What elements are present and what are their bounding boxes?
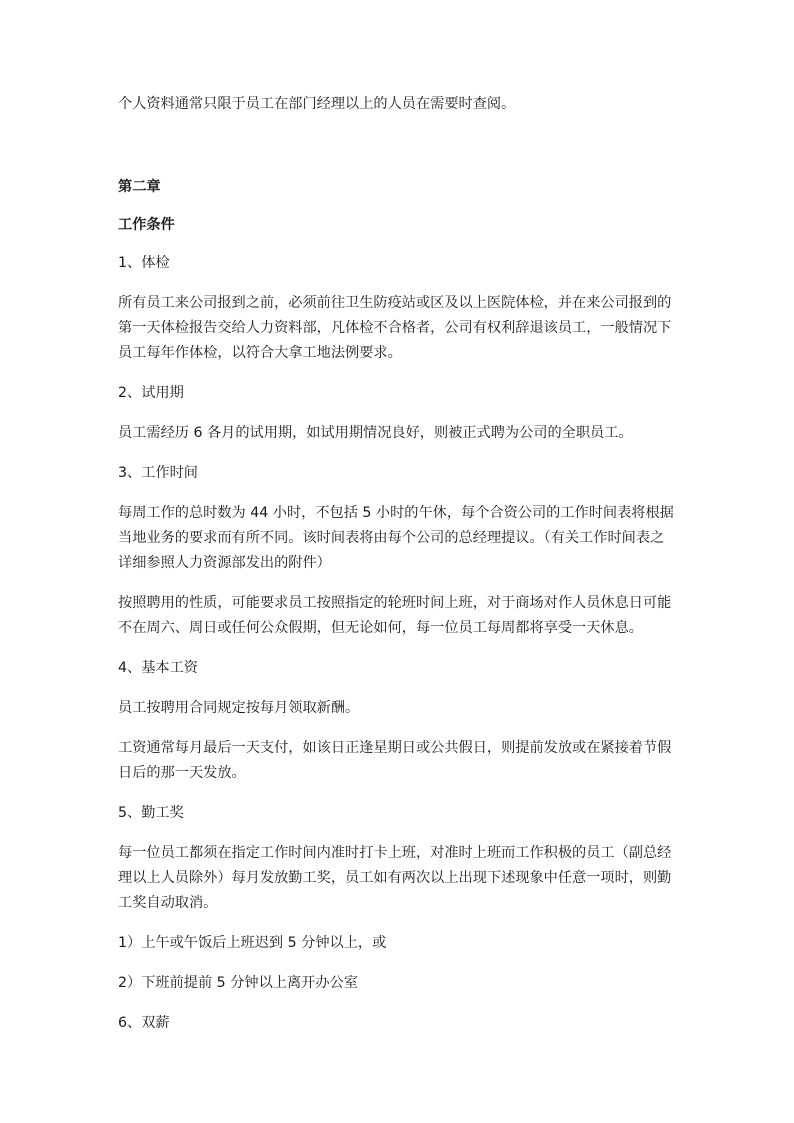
section-6-title: 6、双薪 — [118, 1015, 170, 1031]
section-5-title: 5、勤工奖 — [118, 805, 184, 821]
chapter-heading: 第二章 — [118, 179, 161, 195]
section-3-paragraph-2: 按照聘用的性质，可能要求员工按照指定的轮班时间上班，对于商场对作人员休息日可能不在周六、周日或任何公众假期，但无论如何，每一位员工每周都将享受一天休息。 — [118, 595, 672, 636]
section-5-item-1: 1）上午或午饭后上班迟到 5 分钟以上，或 — [118, 935, 387, 951]
section-4-paragraph-1: 员工按聘用合同规定按每月领取新酬。 — [118, 700, 360, 716]
section-3-title: 3、工作时间 — [118, 465, 198, 481]
chapter-title: 工作条件 — [118, 217, 175, 233]
section-2-title: 2、试用期 — [118, 385, 184, 401]
section-4-title: 4、基本工资 — [118, 660, 198, 676]
section-1-title: 1、体检 — [118, 255, 170, 271]
intro-paragraph: 个人资料通常只限于员工在部门经理以上的人员在需要时查阅。 — [118, 96, 516, 112]
section-5-item-2: 2）下班前提前 5 分钟以上离开办公室 — [118, 975, 358, 991]
section-5-paragraph: 每一位员工都须在指定工作时间内准时打卡上班，对准时上班而工作积极的员工（副总经理以上人员除外）每月发放勤工奖，员工如有两次以上出现下述现象中任意一项时，则勤工奖自动取消。 — [118, 845, 672, 911]
section-3-paragraph-1: 每周工作的总时数为 44 小时，不包括 5 小时的午休，每个合资公司的工作时间表将根据当地业务的要求而有所不同。该时间表将由每个公司的总经理提议。（有关工作时间表之详细参照人力资源部发出的附件） — [118, 505, 674, 571]
section-2-paragraph: 员工需经历 6 各月的试用期，如试用期情况良好，则被正式聘为公司的全职员工。 — [118, 425, 633, 441]
section-1-paragraph: 所有员工来公司报到之前，必须前往卫生防疫站或区及以上医院体检，并在来公司报到的第一天体检报告交给人力资料部，凡体检不合格者，公司有权利辞退该员工，一般情况下员工每年作体检，以符合大拿工地法例要求。 — [118, 295, 672, 361]
document-body — [118, 92, 678, 1036]
section-4-paragraph-2: 工资通常每月最后一天支付，如该日正逢星期日或公共假日，则提前发放或在紧接着节假日后的那一天发放。 — [118, 740, 672, 781]
